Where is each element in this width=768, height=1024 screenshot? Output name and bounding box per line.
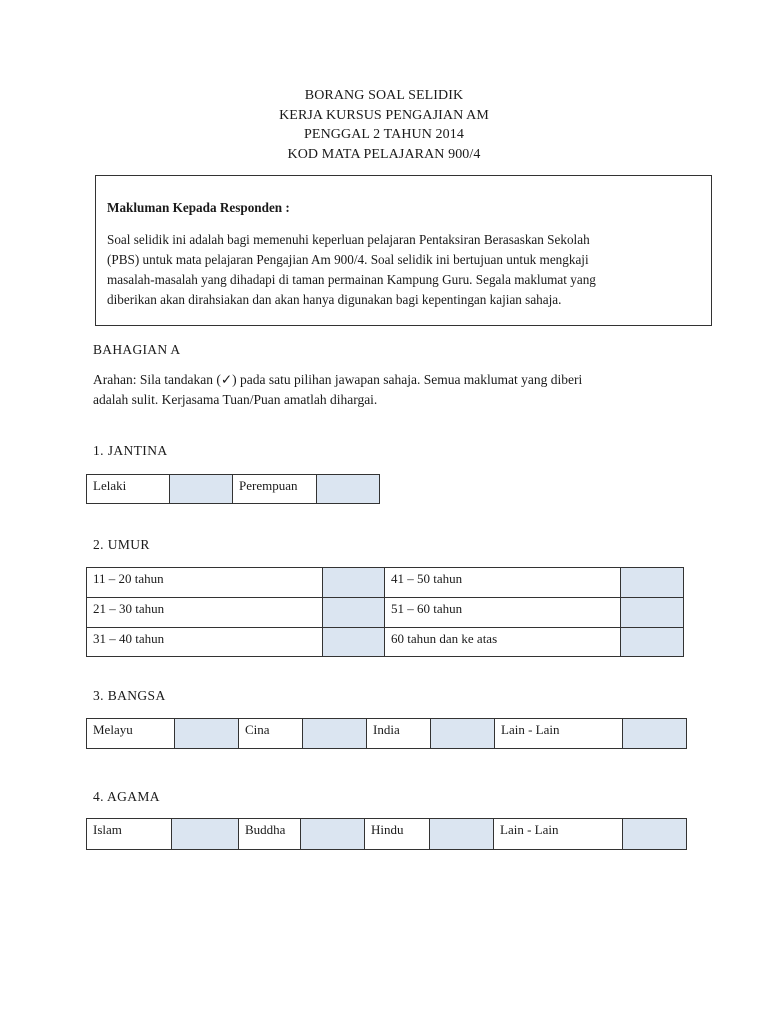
form-title [0, 86, 768, 164]
notice-line-2: (PBS) untuk mata pelajaran Pengajian Am 900/4. Soal selidik ini bertujuan untuk mengkaji [107, 252, 589, 267]
option-label-religion-lain-lain: Lain - Lain [494, 819, 623, 850]
instruction-line-2: adalah sulit. Kerjasama Tuan/Puan amatlah dihargai. [93, 392, 378, 407]
checkbox-melayu[interactable] [175, 719, 239, 749]
option-label-race-lain-lain: Lain - Lain [495, 719, 623, 749]
checkbox-islam[interactable] [172, 819, 239, 850]
checkbox-race-lain-lain[interactable] [623, 719, 687, 749]
question-race-label: 3. BANGSA [93, 688, 166, 703]
checkbox-age-21-30[interactable] [323, 598, 385, 628]
instruction-text [93, 370, 582, 410]
checkbox-buddha[interactable] [301, 819, 365, 850]
question-gender-label: 1. JANTINA [93, 443, 168, 458]
checkbox-lelaki[interactable] [170, 475, 233, 504]
option-label-hindu: Hindu [365, 819, 430, 850]
checkbox-age-11-20[interactable] [323, 568, 385, 598]
checkbox-hindu[interactable] [430, 819, 494, 850]
option-label-age-31-40: 31 – 40 tahun [87, 628, 323, 657]
question-religion-label: 4. AGAMA [93, 789, 160, 804]
age-options-table [86, 567, 684, 657]
question-age-label: 2. UMUR [93, 537, 150, 552]
race-options-table [86, 718, 687, 749]
checkbox-perempuan[interactable] [317, 475, 380, 504]
notice-body [107, 230, 699, 310]
checkbox-india[interactable] [431, 719, 495, 749]
option-label-india: India [367, 719, 431, 749]
notice-line-4: diberikan akan dirahsiakan dan akan hanya digunakan bagi kepentingan kajian sahaja. [107, 292, 562, 307]
option-label-age-41-50: 41 – 50 tahun [385, 568, 621, 598]
option-label-islam: Islam [87, 819, 172, 850]
option-label-lelaki: Lelaki [87, 475, 170, 504]
option-label-buddha: Buddha [239, 819, 301, 850]
religion-options-table [86, 818, 687, 850]
title-line-2: KERJA KURSUS PENGAJIAN AM [279, 107, 489, 123]
notice-line-3: masalah-masalah yang dihadapi di taman permainan Kampung Guru. Segala maklumat yang [107, 272, 596, 287]
option-label-cina: Cina [239, 719, 303, 749]
option-label-melayu: Melayu [87, 719, 175, 749]
title-line-1: BORANG SOAL SELIDIK [304, 88, 464, 103]
gender-options-table [86, 474, 380, 504]
option-label-age-11-20: 11 – 20 tahun [87, 568, 323, 598]
checkbox-age-51-60[interactable] [621, 598, 684, 628]
checkbox-age-31-40[interactable] [323, 628, 385, 657]
checkbox-religion-lain-lain[interactable] [623, 819, 687, 850]
checkbox-cina[interactable] [303, 719, 367, 749]
notice-heading: Makluman Kepada Responden : [107, 200, 290, 215]
option-label-age-60-plus: 60 tahun dan ke atas [385, 628, 621, 657]
title-line-3: PENGGAL 2 TAHUN 2014 [304, 127, 464, 142]
option-label-age-51-60: 51 – 60 tahun [385, 598, 621, 628]
option-label-perempuan: Perempuan [233, 475, 317, 504]
checkbox-age-41-50[interactable] [621, 568, 684, 598]
checkbox-age-60-plus[interactable] [621, 628, 684, 657]
instruction-line-1: Arahan: Sila tandakan (✓) pada satu pilihan jawapan sahaja. Semua maklumat yang diberi [93, 372, 583, 387]
title-line-4: KOD MATA PELAJARAN 900/4 [287, 146, 481, 162]
option-label-age-21-30: 21 – 30 tahun [87, 598, 323, 628]
respondent-notice-box [95, 175, 712, 326]
notice-line-1: Soal selidik ini adalah bagi memenuhi keperluan pelajaran Pentaksiran Berasaskan Sekolah [107, 232, 590, 247]
section-a-heading: BAHAGIAN A [93, 342, 181, 357]
